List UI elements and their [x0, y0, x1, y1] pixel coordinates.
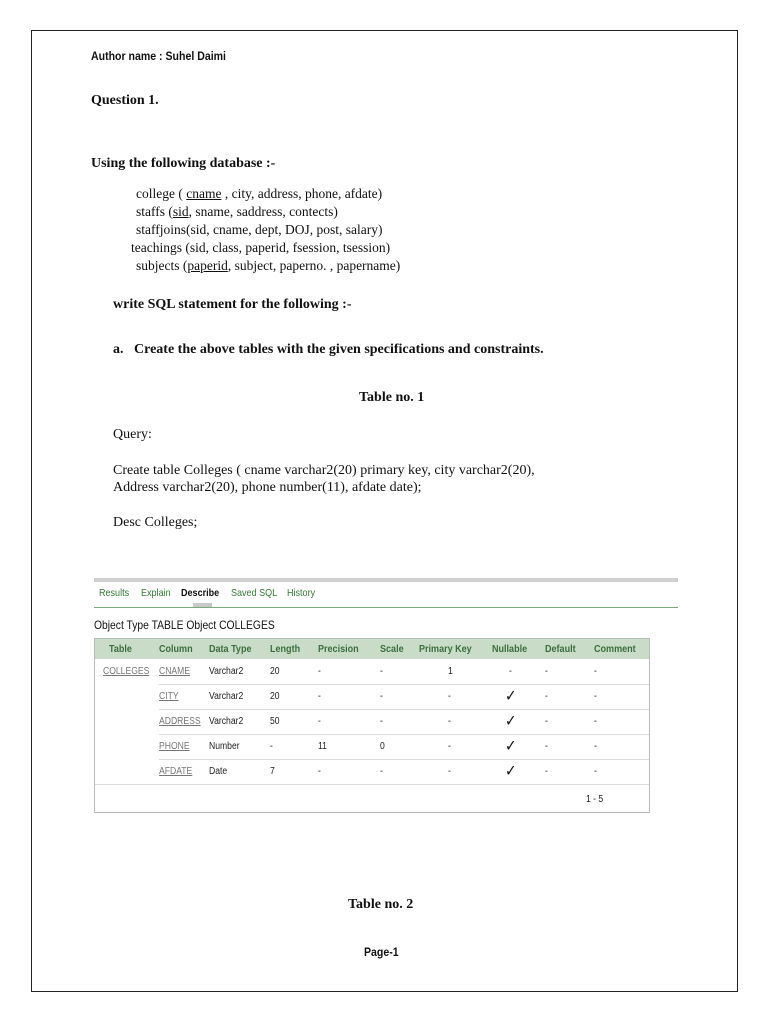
cell-scale: - — [380, 766, 383, 777]
cell-length: 20 — [270, 691, 280, 702]
schema-staffs: staffs (sid, sname, saddress, contects) — [136, 204, 338, 219]
header-comment: Comment — [594, 643, 636, 655]
check-icon: ✓ — [505, 686, 517, 705]
query-line-2: Address varchar2(20), phone number(11), afdate date); — [113, 480, 422, 495]
cell-comment: - — [594, 666, 597, 677]
header-column: Column — [159, 643, 193, 655]
check-icon: ✓ — [505, 736, 517, 755]
cell-column-link[interactable]: PHONE — [159, 741, 190, 752]
describe-table-header — [95, 639, 649, 659]
table-footer-divider — [95, 784, 649, 785]
table-row — [95, 734, 649, 759]
cell-scale: - — [380, 716, 383, 727]
cell-default: - — [545, 666, 548, 677]
tab-explain[interactable]: Explain — [141, 587, 171, 599]
cell-default: - — [545, 716, 548, 727]
cell-precision: - — [318, 766, 321, 777]
cell-default: - — [545, 766, 548, 777]
task-a: a. Create the above tables with the given specifications and constraints. — [113, 342, 544, 357]
schema-college: college ( cname , city, address, phone, afdate) — [136, 186, 383, 201]
cell-column-link[interactable]: ADDRESS — [159, 716, 201, 727]
cell-primary-key: - — [448, 741, 451, 752]
cell-column-link[interactable]: AFDATE — [159, 766, 193, 777]
cell-column-link[interactable]: CITY — [159, 691, 179, 702]
query-line-1: Create table Colleges ( cname varchar2(20) primary key, city varchar2(20), — [113, 463, 535, 478]
instruction-text: write SQL statement for the following :- — [113, 297, 352, 312]
object-type-line — [94, 618, 275, 632]
page-number: Page-1 — [364, 945, 399, 959]
cell-comment: - — [594, 691, 597, 702]
schema-subjects: subjects (paperid, subject, paperno. , papername) — [136, 258, 401, 273]
author-line: Author name : Suhel Daimi — [91, 49, 226, 63]
tabs-bar — [94, 578, 678, 608]
cell-precision: - — [318, 691, 321, 702]
cell-scale: - — [380, 691, 383, 702]
table-row — [95, 684, 649, 709]
cell-data-type: Varchar2 — [209, 666, 244, 677]
header-scale: Scale — [380, 643, 404, 655]
desc-command: Desc Colleges; — [113, 515, 198, 530]
schema-staffjoins: staffjoins(sid, cname, dept, DOJ, post, salary) — [136, 222, 383, 237]
cell-length: 50 — [270, 716, 280, 727]
cell-precision: - — [318, 716, 321, 727]
cell-data-type: Varchar2 — [209, 691, 244, 702]
object-label: Object — [186, 618, 217, 632]
cell-column-link[interactable]: CNAME — [159, 666, 191, 677]
check-icon: ✓ — [505, 761, 517, 780]
cell-default: - — [545, 741, 548, 752]
cell-data-type: Date — [209, 766, 228, 777]
header-table: Table — [109, 643, 132, 655]
cell-data-type: Number — [209, 741, 240, 752]
object-value: COLLEGES — [219, 618, 275, 632]
cell-primary-key: 1 — [448, 666, 453, 677]
cell-data-type: Varchar2 — [209, 716, 244, 727]
cell-comment: - — [594, 741, 597, 752]
table-row — [95, 659, 649, 684]
question-heading: Question 1. — [91, 93, 159, 108]
cell-length: 7 — [270, 766, 275, 777]
table2-caption: Table no. 2 — [348, 897, 414, 912]
cell-primary-key: - — [448, 716, 451, 727]
cell-length: - — [270, 741, 273, 752]
cell-comment: - — [594, 716, 597, 727]
cell-scale: - — [380, 666, 383, 677]
cell-primary-key: - — [448, 766, 451, 777]
tab-history[interactable]: History — [287, 587, 316, 599]
tab-results[interactable]: Results — [99, 587, 130, 599]
page-border — [31, 30, 738, 992]
tab-describe[interactable]: Describe — [181, 587, 220, 599]
intro-text: Using the following database :- — [91, 156, 276, 171]
cell-comment: - — [594, 766, 597, 777]
cell-nullable: - — [509, 666, 512, 677]
table1-caption: Table no. 1 — [359, 390, 425, 405]
cell-default: - — [545, 691, 548, 702]
header-precision: Precision — [318, 643, 359, 655]
cell-precision: 11 — [318, 741, 327, 752]
object-type-label: Object Type — [94, 618, 149, 632]
tab-saved-sql[interactable]: Saved SQL — [231, 587, 278, 599]
query-label: Query: — [113, 427, 152, 442]
header-default: Default — [545, 643, 576, 655]
header-length: Length — [270, 643, 301, 655]
cell-table-link[interactable]: COLLEGES — [103, 666, 150, 677]
active-tab-indicator — [193, 603, 212, 607]
pagination-range: 1 - 5 — [586, 794, 604, 805]
object-type-value: TABLE — [151, 618, 184, 632]
schema-teachings: teachings (sid, class, paperid, fsession, tsession) — [131, 240, 391, 255]
cell-primary-key: - — [448, 691, 451, 702]
check-icon: ✓ — [505, 711, 517, 730]
header-primary-key: Primary Key — [419, 643, 472, 655]
describe-table — [94, 638, 650, 813]
table-row — [95, 759, 649, 784]
table-row — [95, 709, 649, 734]
cell-scale: 0 — [380, 741, 385, 752]
cell-length: 20 — [270, 666, 280, 677]
header-nullable: Nullable — [492, 643, 528, 655]
cell-precision: - — [318, 666, 321, 677]
header-data-type: Data Type — [209, 643, 252, 655]
